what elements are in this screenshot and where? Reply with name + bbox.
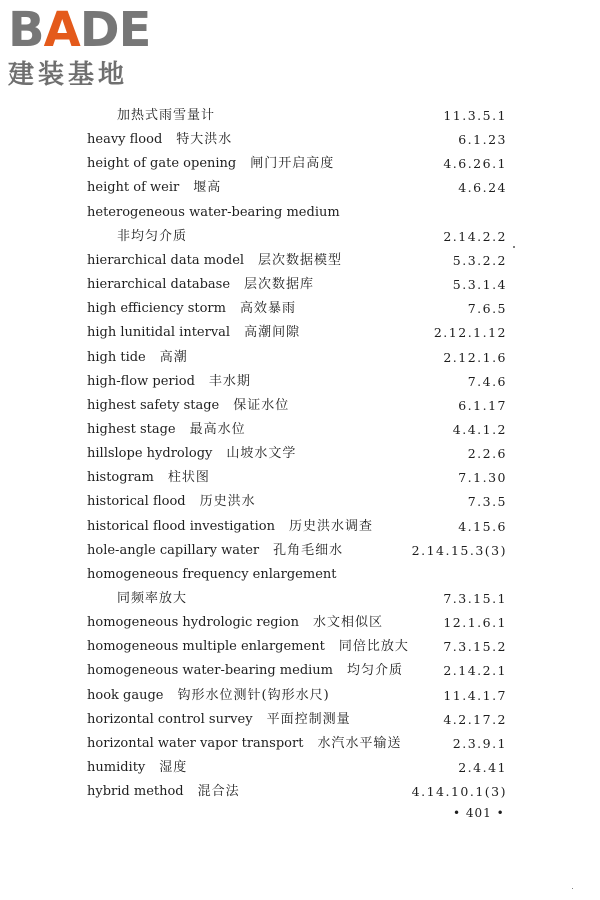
page-number: • 401 • [453,806,505,820]
entry-section-number: 7.3.5 [467,494,507,510]
entry-term: homogeneous water-bearing medium [87,663,334,679]
logo-wordmark: BADE [8,2,151,58]
glossary-entry [87,733,507,755]
entry-section-number: 5.3.2.2 [452,252,507,268]
glossary-entry [117,588,507,610]
entry-term: horizontal water vapor transport [87,735,304,751]
entry-chinese: 非均匀介质 [117,228,188,244]
entry-term: homogeneous hydrologic region [87,615,299,631]
entry-chinese: 加热式雨雪量计 [117,108,216,123]
glossary-entry [87,250,507,272]
entry-chinese: 水文相似区 [312,615,383,631]
entry-section-number: 7.3.15.1 [443,591,507,606]
entry-section-number: 6.1.23 [458,132,507,148]
entry-term: heterogeneous water-bearing medium [87,204,340,220]
entry-chinese: 高潮间隙 [244,325,301,341]
entry-chinese: 柱状图 [167,470,210,486]
entry-term: high efficiency storm [87,301,226,317]
entry-term: height of weir [87,180,180,196]
entry-chinese: 平面控制测量 [266,711,351,727]
entry-chinese: 混合法 [197,784,240,800]
entry-section-number: 11.4.1.7 [443,687,507,703]
entry-section-number: 7.4.6 [467,373,507,389]
entry-chinese: 高潮 [159,349,188,365]
entry-term: highest safety stage [87,397,220,413]
glossary-entry [87,757,507,779]
entry-section-number: 2.4.41 [458,760,507,776]
glossary-entry [87,153,507,175]
entry-chinese: 层次数据库 [244,277,315,293]
entry-term: homogeneous multiple enlargement [87,639,325,655]
entry-term: hole-angle capillary water [87,542,260,558]
entry-chinese: 层次数据模型 [258,252,343,268]
entry-chinese: 丰水期 [208,373,251,389]
glossary-entry [87,709,507,731]
glossary-entry [87,660,507,682]
entry-chinese: 钩形水位测针(钩形水尺) [177,687,330,703]
entry-chinese: 历史洪水调查 [289,518,374,534]
entry-chinese: 山坡水文学 [226,446,297,462]
entry-section-number: 2.14.15.3(3) [411,542,507,558]
scan-speck [513,246,515,248]
entry-term: historical flood [87,494,186,510]
glossary-entry [87,612,507,634]
entry-chinese: 孔角毛细水 [273,542,344,558]
entry-term: high tide [87,349,146,365]
scan-speck [572,888,573,889]
entry-chinese: 保证水位 [233,397,290,413]
entry-chinese: 特大洪水 [176,132,233,148]
entry-term: hillslope hydrology [87,446,213,462]
entry-section-number: 4.14.10.1(3) [411,784,507,800]
entry-chinese: 水汽水平输送 [317,735,402,751]
logo-subtitle: 建装基地 [8,60,129,90]
glossary-entry [87,419,507,441]
entry-section-number: 4.6.26.1 [443,156,507,172]
glossary-entry [87,274,507,296]
entry-term: hierarchical database [87,277,231,293]
entry-section-number: 2.2.6 [467,446,507,462]
entry-chinese: 湿度 [159,760,188,776]
entry-chinese: 同倍比放大 [338,639,409,655]
entry-chinese: 堰高 [193,180,222,196]
entry-term: histogram [87,470,154,486]
glossary-entry [87,202,507,224]
entry-chinese: 最高水位 [189,421,246,437]
glossary-entry [87,395,507,417]
entry-chinese: 高效暴雨 [239,301,296,317]
entry-section-number: 4.2.17.2 [443,711,507,727]
glossary-entry [117,105,507,127]
entry-term: humidity [87,760,146,776]
glossary-entry [87,685,507,707]
glossary-entry [87,564,507,586]
entry-section-number: 2.3.9.1 [452,735,507,751]
entry-chinese: 同频率放大 [117,591,188,606]
entry-section-number: 7.1.30 [458,470,507,486]
glossary-entry [87,516,507,538]
entry-section-number: 6.1.17 [458,397,507,413]
entry-section-number: 7.3.15.2 [443,639,507,655]
glossary-entry [117,226,507,248]
entry-chinese: 闸门开启高度 [250,156,335,172]
entry-term: hybrid method [87,784,184,800]
entry-term: height of gate opening [87,156,237,172]
glossary-entry [87,491,507,513]
entry-term: highest stage [87,421,176,437]
glossary-entry [87,371,507,393]
entry-section-number: 4.6.24 [458,180,507,196]
bade-logo [8,2,188,96]
entry-section-number: 11.3.5.1 [443,108,507,123]
entry-section-number: 7.6.5 [467,301,507,317]
glossary-entry [87,347,507,369]
entry-term: hook gauge [87,687,164,703]
glossary-entry [87,322,507,344]
entry-term: hierarchical data model [87,252,245,268]
entry-term: heavy flood [87,132,163,148]
entry-term: horizontal control survey [87,711,253,727]
glossary-entry [87,636,507,658]
glossary-entry [87,443,507,465]
entry-term: high-flow period [87,373,195,389]
entry-section-number: 4.15.6 [458,518,507,534]
entry-section-number: 12.1.6.1 [443,615,507,631]
entry-term: historical flood investigation [87,518,275,534]
entry-section-number: 2.12.1.6 [443,349,507,365]
glossary-entry [87,467,507,489]
entry-term: high lunitidal interval [87,325,231,341]
entry-section-number: 2.14.2.2 [443,228,507,244]
entry-section-number: 2.12.1.12 [433,325,507,341]
entry-term: homogeneous frequency enlargement [87,566,337,582]
entry-section-number: 5.3.1.4 [452,277,507,293]
glossary-entry [87,540,507,562]
glossary-entry [87,129,507,151]
entry-chinese: 均匀介质 [347,663,404,679]
entry-section-number: 2.14.2.1 [443,663,507,679]
glossary-entry [87,298,507,320]
glossary-entry [87,177,507,199]
entry-chinese: 历史洪水 [199,494,256,510]
entry-section-number: 4.4.1.2 [452,421,507,437]
glossary-entry [87,781,507,803]
